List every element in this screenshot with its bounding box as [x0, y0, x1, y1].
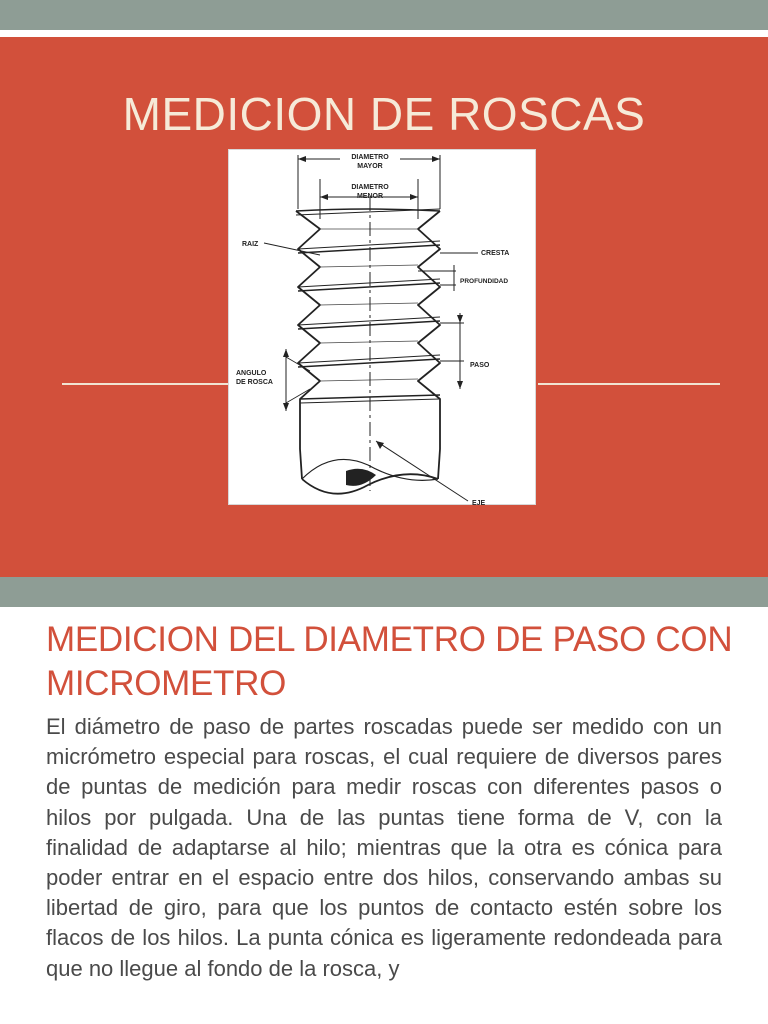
label-angulo-2: DE ROSCA [236, 379, 273, 386]
decorative-rule-right [538, 383, 720, 385]
thread-diagram-svg [228, 149, 536, 505]
body-paragraph: El diámetro de paso de partes roscadas puede ser medido con un micrómetro especial para roscas, el cual requiere de diversos pares de puntas de medición para medir roscas con diferentes pasos o hilos por pulgada. Una de las puntas tiene forma de V, con la finalidad de adaptarse al hilo; mientras que la otra es cónica para poder entrar en el espacio entre dos hilos, conservando ambas su libertad de giro, para que los puntos de contacto estén sobre los flacos de los hilos. La punta cónica es ligeramente redondeada para que no llegue al fondo de la rosca, y [46, 714, 722, 981]
decorative-rule-left [62, 383, 228, 385]
label-diametro-menor-1: DIAMETRO [351, 184, 389, 191]
label-diametro-mayor-1: DIAMETRO [351, 154, 389, 161]
label-raiz: RAIZ [242, 241, 259, 248]
thread-diagram [228, 149, 536, 505]
label-profundidad: PROFUNDIDAD [460, 278, 509, 285]
slide-divider-band [0, 577, 768, 607]
label-angulo-1: ANGULO [236, 370, 267, 377]
title-slide [0, 37, 768, 577]
label-eje: EJE [472, 500, 486, 505]
slide-title: MEDICION DE ROSCAS [122, 88, 646, 140]
slide-separator [0, 30, 768, 37]
top-band [0, 0, 768, 30]
label-paso: PASO [470, 362, 490, 369]
label-diametro-mayor-2: MAYOR [357, 163, 383, 170]
label-cresta: CRESTA [481, 250, 510, 257]
label-diametro-menor-2: MENOR [356, 193, 384, 200]
section-heading: MEDICION DEL DIAMETRO DE PASO CON MICROMETRO [46, 620, 733, 703]
